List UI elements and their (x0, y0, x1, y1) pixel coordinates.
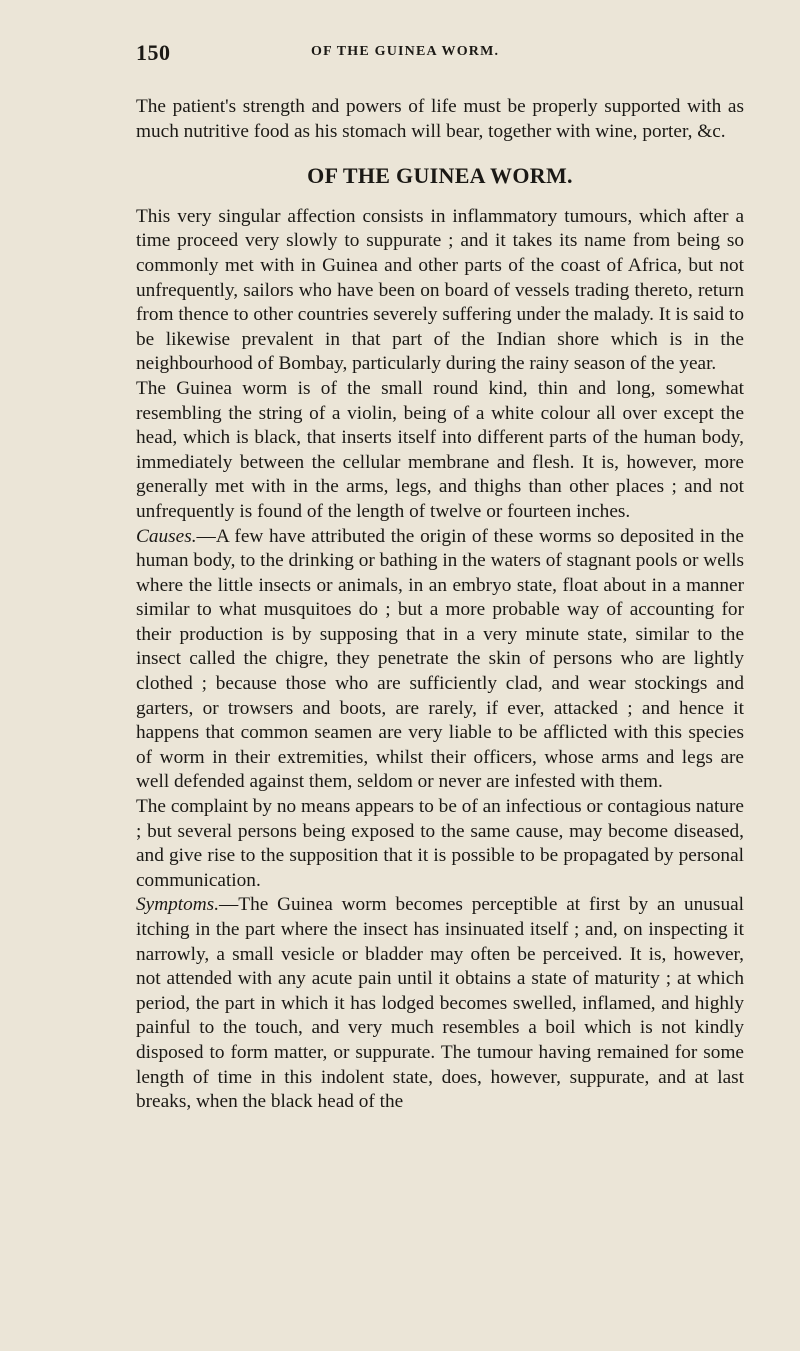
paragraph-treatment: The patient's strength and powers of life must be properly supported with as much nutritive food as his stomach will bear, together with wine, porter, &c. (136, 96, 744, 142)
paragraph-intro: This very singular affection consists in inflammatory tumours, which after a time proceed very slowly to suppurate ; and it takes its name from being so commonly met with in Guinea and other parts of the coast of Africa, but not unfrequently, sailors who have been on board of vessels trading thereto, return from thence to other countries severely suffering under the malady. It is said to be likewise prevalent in that part of the Indian shore which is in the neighbourhood of Bombay, particularly during the rainy season of the year. (136, 205, 744, 375)
symptoms-label: Symptoms. (136, 894, 220, 916)
causes-label: Causes. (136, 525, 197, 547)
page-number: 150 (136, 40, 171, 65)
symptoms-text: —The Guinea worm becomes perceptible at first by an unusual itching in the part where the insect has insinuated itself ; and, on inspecting it narrowly, a small vesicle or bladder may often be perceived. It is, however, not attended with any acute pain until it obtains a state of maturity ; at which period, the part in which it has lodged becomes swelled, inflamed, and highly painful to the touch, and very much resembles a boil which is not kindly disposed to form matter, or suppurate. The tumour having remained for some length of time in this indolent state, does, however, suppurate, and at last breaks, when the black head of the (136, 894, 744, 1113)
causes-text: —A few have attributed the origin of these worms so deposited in the human body, to the drinking or bathing in the waters of stagnant pools or wells where the little insects or animals, in an embryo state, float about in a manner similar to what musquitoes do ; but a more probable way of accounting for their production is by supposing that in a very minute state, similar to the insect called the chigre, they penetrate the skin of persons who are lightly clothed ; because those who are sufficiently clad, and wear stockings and garters, or trowsers and boots, are rarely, if ever, attacked ; and hence it happens that common seamen are very liable to be afflicted with this species of worm in their extremities, whilst their officers, whose arms and legs are well defended against them, seldom or never are infested with them. (136, 525, 744, 793)
paragraph-description: The Guinea worm is of the small round kind, thin and long, somewhat resembling the string of a violin, being of a white colour all over except the head, which is black, that inserts itself into different parts of the human body, immediately between the cellular membrane and flesh. It is, however, more generally met with in the arms, legs, and thighs than other places ; and not unfrequently is found of the length of twelve or fourteen inches. (136, 377, 744, 522)
paragraph-causes (136, 525, 744, 796)
paragraph-contagion: The complaint by no means appears to be of an infectious or contagious nature ; but several persons being exposed to the same cause, may become diseased, and give rise to the supposition that it is possible to be propagated by personal communication. (136, 796, 744, 891)
paragraph-symptoms (136, 893, 744, 1114)
section-heading: OF THE GUINEA WORM. (307, 163, 573, 189)
body-text (136, 95, 744, 1115)
running-head (136, 20, 744, 65)
running-title: OF THE GUINEA WORM. (311, 44, 500, 59)
